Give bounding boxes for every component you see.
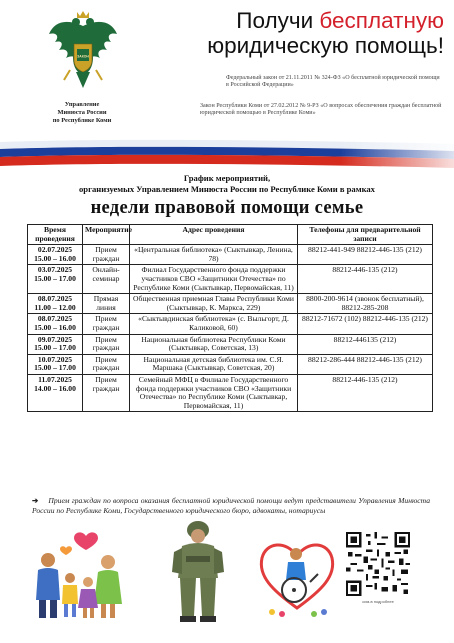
phone-cell: 88212-446135 (212) <box>298 334 433 354</box>
russian-flag-wave <box>0 138 454 172</box>
address-cell: Национальная детская библиотека им. С.Я. Маршака (Сыктывкар, Советская, 20) <box>130 354 298 374</box>
date: 10.07.2025 <box>37 354 73 364</box>
date: 02.07.2025 <box>37 245 73 255</box>
phone-cell: 88212-446-135 (212) <box>298 374 433 411</box>
schedule-title-line2: организуемых Управлением Минюста России по Республике Коми в рамках <box>79 183 375 194</box>
org-line: Минюста России <box>57 109 107 117</box>
table-row <box>28 334 433 354</box>
time: 15.00 – 17.00 <box>34 273 76 283</box>
date-cell <box>28 334 83 354</box>
phone-cell: 88212-446-135 (212) <box>298 265 433 294</box>
schedule-title <box>0 173 454 194</box>
column-header: Телефоны для предварительной записи <box>298 225 433 245</box>
schedule-title-line1: График мероприятий, <box>183 173 271 183</box>
table-row <box>28 374 433 411</box>
org-line: Управление <box>64 101 100 108</box>
phone-cell: 88212-71672 (102) 88212-446-135 (212) <box>298 314 433 334</box>
headline-line2: юридическую помощь! <box>207 33 444 58</box>
date-cell <box>28 314 83 334</box>
date: 08.07.2025 <box>37 294 73 304</box>
phone-cell: 8800-200-9614 (звонок бесплатный), 88212-285-208 <box>298 294 433 314</box>
column-header: Мероприятие <box>83 225 130 245</box>
address-cell: «Центральная библиотека» (Сыктывкар, Ленина, 78) <box>130 245 298 265</box>
org-line: по Республике Коми <box>52 117 112 125</box>
event-cell: Прием граждан <box>83 334 130 354</box>
event-cell: Прием граждан <box>83 245 130 265</box>
organization-name <box>20 101 144 126</box>
time: 15.00 – 16.00 <box>34 253 76 263</box>
table-row <box>28 354 433 374</box>
qr-caption: сим-в подробнее <box>362 599 394 604</box>
event-cell: Прямая линия <box>83 294 130 314</box>
event-cell: Онлайн-семинар <box>83 265 130 294</box>
date-cell <box>28 245 83 265</box>
arrow-icon: ➔ <box>32 496 39 505</box>
address-cell: Филиал Государственного фонда поддержки участников СВО «Защитники Отечества» по Республике Коми (Сыктывкар, Первомайская, 11) <box>130 265 298 294</box>
schedule-table <box>27 224 433 412</box>
phone-cell: 88212-441-949 88212-446-135 (212) <box>298 245 433 265</box>
date-cell <box>28 265 83 294</box>
soldier-illustration <box>160 512 236 624</box>
time: 11.00 – 12.00 <box>34 302 76 312</box>
table-header-row <box>28 225 433 245</box>
care-heart-illustration <box>252 528 342 620</box>
regional-law-ref: Закон Республики Коми от 27.02.2012 № 9-РЗ «О вопросах обеспечения граждан бесплатной юридической помощью в Республике Коми» <box>200 103 442 117</box>
table-row <box>28 314 433 334</box>
address-cell: Общественная приемная Главы Республики Коми (Сыктывкар, К. Маркса, 229) <box>130 294 298 314</box>
event-cell: Прием граждан <box>83 354 130 374</box>
address-cell: «Сыктывдинская библиотека» (с. Выльгорт, Д. Каликовой, 60) <box>130 314 298 334</box>
address-cell: Семейный МФЦ в Филиале Государственного фонда поддержки участников СВО «Защитники Отечества» по Республике Коми (Сыктывкар, Первомайская, 11) <box>130 374 298 411</box>
date: 08.07.2025 <box>37 314 73 324</box>
column-header: Время проведения <box>28 225 83 245</box>
address-cell: Национальная библиотека Республики Коми (Сыктывкар, Советская, 13) <box>130 334 298 354</box>
table-row <box>28 294 433 314</box>
ministry-emblem-icon <box>46 8 120 98</box>
headline-free: бесплатную <box>319 8 444 33</box>
family-illustration <box>22 528 134 620</box>
time: 15.00 – 17.00 <box>34 343 76 353</box>
column-header: Адрес проведения <box>130 225 298 245</box>
phone-cell: 88212-286-444 88212-446-135 (212) <box>298 354 433 374</box>
reception-note-text: Прием граждан по вопроса оказания бесплатной юридической помощи ведут представители Управления Минюста России по Республике Коми, Государственного юридического бюро, адвокаты, нотариусы <box>32 496 430 515</box>
emblem-label: ЗАКОН <box>77 54 89 59</box>
date-cell <box>28 294 83 314</box>
time: 15.00 – 17.00 <box>34 363 76 373</box>
time: 14.00 – 16.00 <box>34 383 76 393</box>
headline-pre: Получи <box>236 8 320 33</box>
date: 11.07.2025 <box>38 374 72 384</box>
date: 09.07.2025 <box>37 334 73 344</box>
table-row <box>28 265 433 294</box>
time: 15.00 – 16.00 <box>34 322 76 332</box>
event-cell: Прием граждан <box>83 374 130 411</box>
event-cell: Прием граждан <box>83 314 130 334</box>
schedule-big-title: недели правовой помощи семье <box>90 198 364 218</box>
table-row <box>28 245 433 265</box>
headline <box>150 8 444 58</box>
federal-law-ref: Федеральный закон от 21.11.2011 № 324-ФЗ «О бесплатной юридической помощи в Российской Федерации» <box>226 75 440 89</box>
date: 03.07.2025 <box>37 265 73 275</box>
qr-code-icon[interactable] <box>346 532 410 596</box>
date-cell <box>28 354 83 374</box>
date-cell <box>28 374 83 411</box>
